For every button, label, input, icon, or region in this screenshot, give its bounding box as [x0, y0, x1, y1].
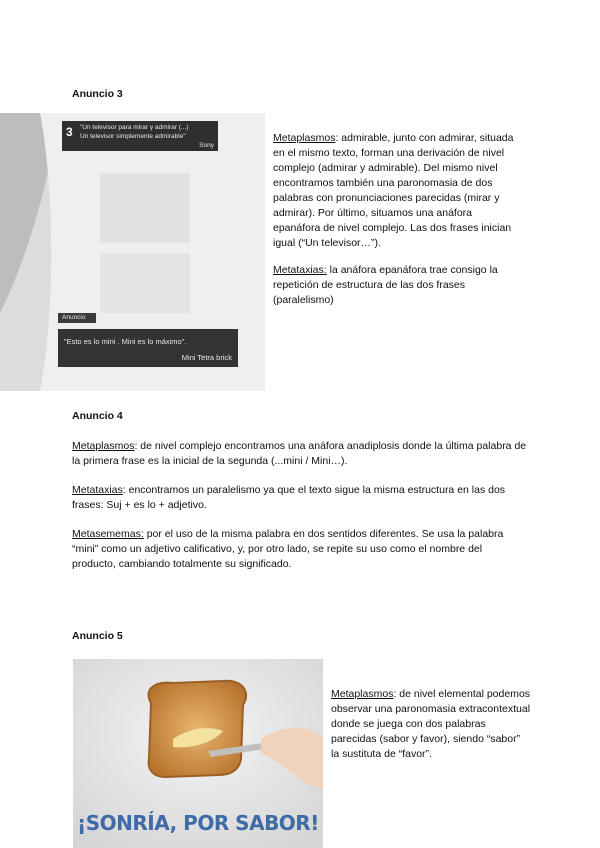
- ad-3-line-2: Un televisor simplemente admirable": [80, 133, 186, 140]
- ad-4-quote: "Esto es lo mini . Mini es lo máximo".: [64, 337, 187, 346]
- ad-3-photo: [0, 113, 265, 391]
- term: Metataxias: [72, 484, 123, 496]
- term: Metaplasmos: [72, 440, 135, 452]
- ad-3-top-label: [62, 121, 218, 151]
- ad-3-line-1: "Un televisor para mirar y admirar (...): [80, 124, 189, 131]
- ad-3-metataxias: Metataxias: la anáfora epanáfora trae consigo la repetición de estructura de las dos frases (paralelismo): [273, 264, 498, 306]
- term: Metaplasmos: [331, 688, 394, 700]
- ad-number: 3: [66, 125, 73, 139]
- ad-5-metaplasmos: Metaplasmos: de nivel elemental podemos observar una paronomasia extracontextual donde se juega con dos palabras parecidas (sabor y favor), siendo “sabor” la sustituta de “favor”.: [331, 688, 531, 760]
- ad-4-metasememas: Metasememas: por el uso de la misma palabra en dos sentidos diferentes. Se usa la palabra “mini” como un adjetivo calificativo, y, por otro lado, se repite su uso como el nombre del producto, cambiando totalmente su significado.: [72, 528, 504, 570]
- heading-anuncio-3: Anuncio 3: [72, 88, 123, 100]
- term: Metaplasmos: [273, 132, 336, 144]
- ad-3-metaplasmos: Metaplasmos: admirable, junto con admirar, situada en el mismo texto, forman una derivación de nivel complejo (admirar y admirable). Del mismo nivel encontramos también una paronomasia de dos palabras con pronunciaciones parecidas (mirar y admirar). Por último, situamos una anáfora epanáfora de nivel complejo. Las dos frases inician igual (“Un televisor…”).: [273, 132, 514, 249]
- ad-5-slogan: ¡SONRÍA, POR SABOR!: [77, 811, 319, 835]
- ad-4-brand: Mini Tetra brick: [181, 353, 232, 362]
- ad-4-quote-label: [58, 329, 238, 367]
- term: Metasememas:: [72, 528, 144, 540]
- ad-4-metataxias: Metataxias: encontramos un paralelismo ya que el texto sigue la misma estructura en las dos frases: Suj + es lo + adjetivo.: [72, 484, 506, 511]
- ad-5-photo: [73, 659, 323, 848]
- ad-3-line-3: Sony: [199, 142, 214, 149]
- ad-4-tag: Anuncio: [58, 313, 96, 323]
- heading-anuncio-4: Anuncio 4: [72, 410, 123, 422]
- heading-anuncio-5: Anuncio 5: [72, 630, 123, 642]
- term: Metataxias:: [273, 264, 327, 276]
- ad-4-metaplasmos: Metaplasmos: de nivel complejo encontramos una anáfora anadiplosis donde la última palabra de la primera frase es la inicial de la segunda (...mini / Mini…).: [72, 440, 527, 467]
